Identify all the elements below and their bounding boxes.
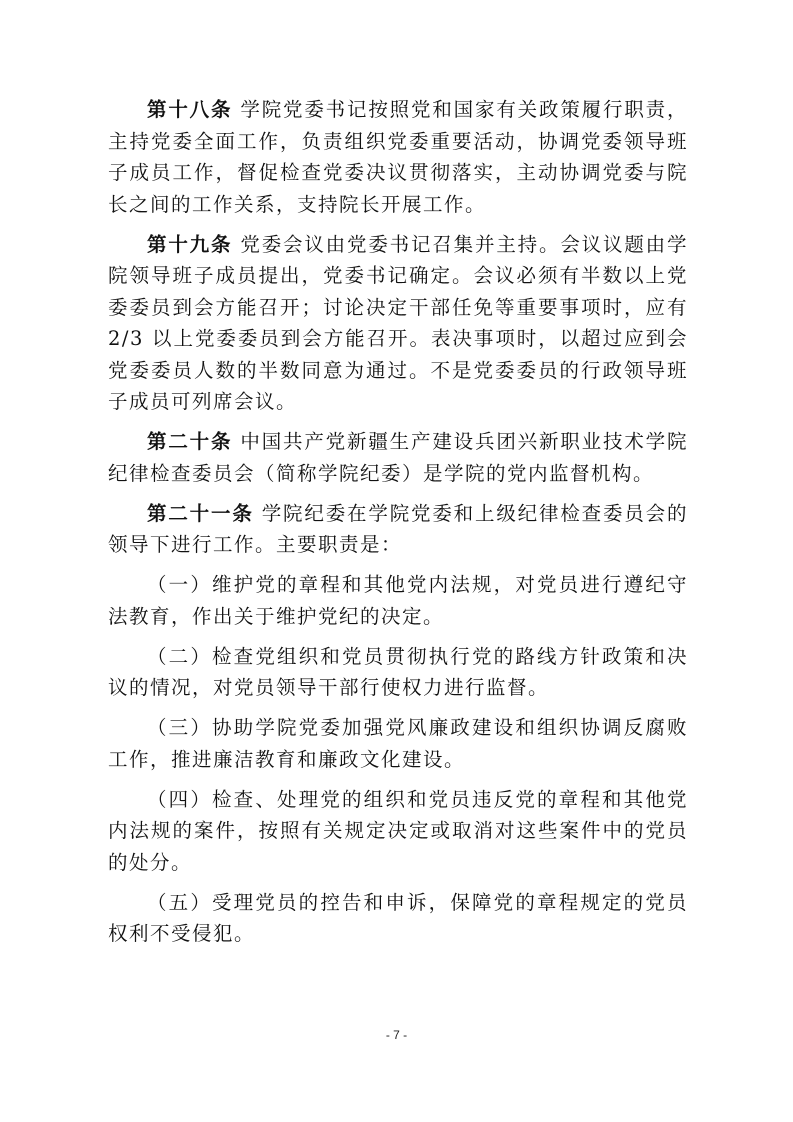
paragraph-text: 学院党委书记按照党和国家有关政策履行职责，主持党委全面工作，负责组织党委重要活动，协调党委领导班子成员工作，督促检查党委决议贯彻落实，主动协调党委与院长之间的工作关系，支持院长开展工作。 <box>108 98 688 216</box>
paragraph-article-21 <box>108 498 688 561</box>
paragraph-text: （五）受理党员的控告和申诉，保障党的章程规定的党员权利不受侵犯。 <box>108 890 688 945</box>
article-heading: 第十八条 <box>147 98 233 121</box>
paragraph-text: （二）检查党组织和党员贯彻执行党的路线方针政策和决议的情况，对党员领导干部行使权力进行监督。 <box>108 644 688 699</box>
paragraph-article-20 <box>108 426 688 489</box>
list-item-4 <box>108 784 688 879</box>
page-number: - 7 - <box>385 1028 408 1042</box>
list-item-1 <box>108 569 688 632</box>
list-item-5 <box>108 887 688 950</box>
paragraph-article-19 <box>108 229 688 418</box>
list-item-3 <box>108 712 688 775</box>
paragraph-text: 学院纪委在学院党委和上级纪律检查委员会的领导下进行工作。主要职责是： <box>108 501 688 556</box>
article-heading: 第十九条 <box>147 232 233 256</box>
paragraph-text: 党委会议由党委书记召集并主持。会议议题由学院领导班子成员提出，党委书记确定。会议必须有半数以上党委委员到会方能召开；讨论决定干部任免等重要事项时，应有 2/3 以上党委委员到会方能召开。表决事项时，以超过应到会党委委员人数的半数同意为通过。不是党委委员的行政领导班子成员可列席会议。 <box>108 232 688 413</box>
paragraph-article-18 <box>108 94 688 220</box>
paragraph-text: （三）协助学院党委加强党风廉政建设和组织协调反腐败工作，推进廉洁教育和廉政文化建设。 <box>108 716 688 771</box>
article-heading: 第二十一条 <box>147 501 254 525</box>
paragraph-text: 中国共产党新疆生产建设兵团兴新职业技术学院纪律检查委员会（简称学院纪委）是学院的党内监督机构。 <box>108 430 688 485</box>
paragraph-text: （四）检查、处理党的组织和党员违反党的章程和其他党内法规的案件，按照有关规定决定或取消对这些案件中的党员的处分。 <box>108 787 688 874</box>
document-body <box>108 94 688 958</box>
paragraph-text: （一）维护党的章程和其他党内法规，对党员进行遵纪守法教育，作出关于维护党纪的决定。 <box>108 573 688 628</box>
list-item-2 <box>108 641 688 704</box>
article-heading: 第二十条 <box>147 430 233 453</box>
